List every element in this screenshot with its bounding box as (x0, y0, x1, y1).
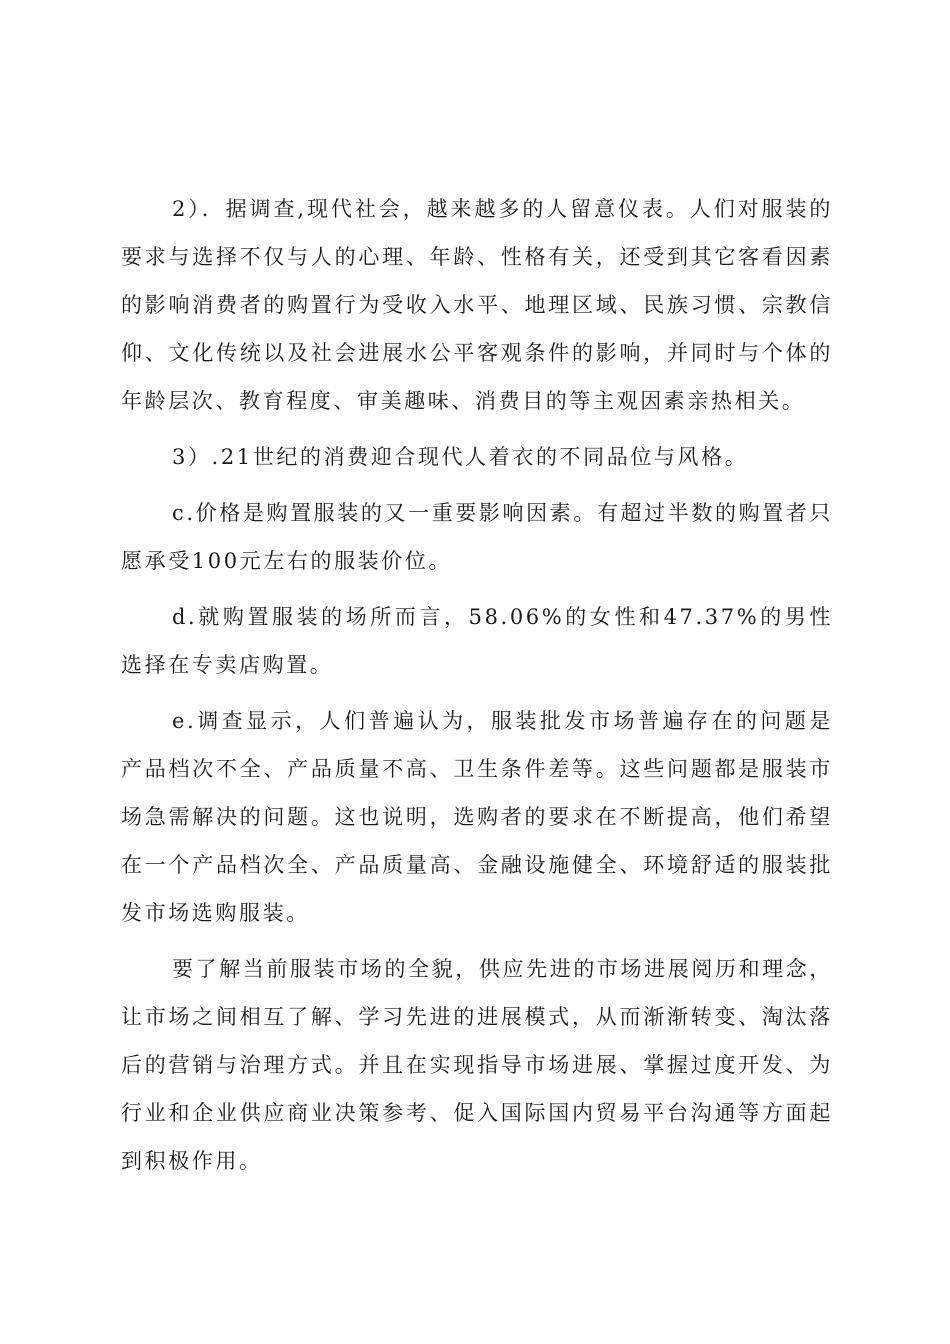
paragraph-conclusion: 要了解当前服装市场的全貌，供应先进的市场进展阅历和理念，让市场之间相互了解、学习先进的进展模式，从而渐渐转变、淘汰落后的营销与治理方式。并且在实现指导市场进展、掌握过度开发、为行业和企业供应商业决策参考、促入国际国内贸易平台沟通等方面起到积极作用。 (121, 957, 833, 1173)
paragraph-21st-century: 3）.21世纪的消费迎合现代人着衣的不同品位与风格。 (172, 445, 749, 469)
paragraph-price: c.价格是购置服装的又一重要影响因素。有超过半数的购置者只愿承受100元左右的服装价位。 (121, 501, 833, 573)
paragraph-purchase-place: d.就购置服装的场所而言，58.06%的女性和47.37%的男性选择在专卖店购置。 (121, 605, 833, 677)
document-body (121, 185, 833, 1193)
paragraph-survey-appearance: 2）．据调查,现代社会，越来越多的人留意仪表。人们对服装的要求与选择不仅与人的心理、年龄、性格有关，还受到其它客看因素的影响消费者的购置行为受收入水平、地理区域、民族习惯、宗教信仰、文化传统以及社会进展水公平客观条件的影响，并同时与个体的年龄层次、教育程度、审美趣味、消费目的等主观因素亲热相关。 (121, 197, 833, 413)
paragraph-wholesale-problems: e.调查显示，人们普遍认为，服装批发市场普遍存在的问题是产品档次不全、产品质量不高、卫生条件差等。这些问题都是服装市场急需解决的问题。这也说明，选购者的要求在不断提高，他们希望在一个产品档次全、产品质量高、金融设施健全、环境舒适的服装批发市场选购服装。 (121, 709, 833, 925)
